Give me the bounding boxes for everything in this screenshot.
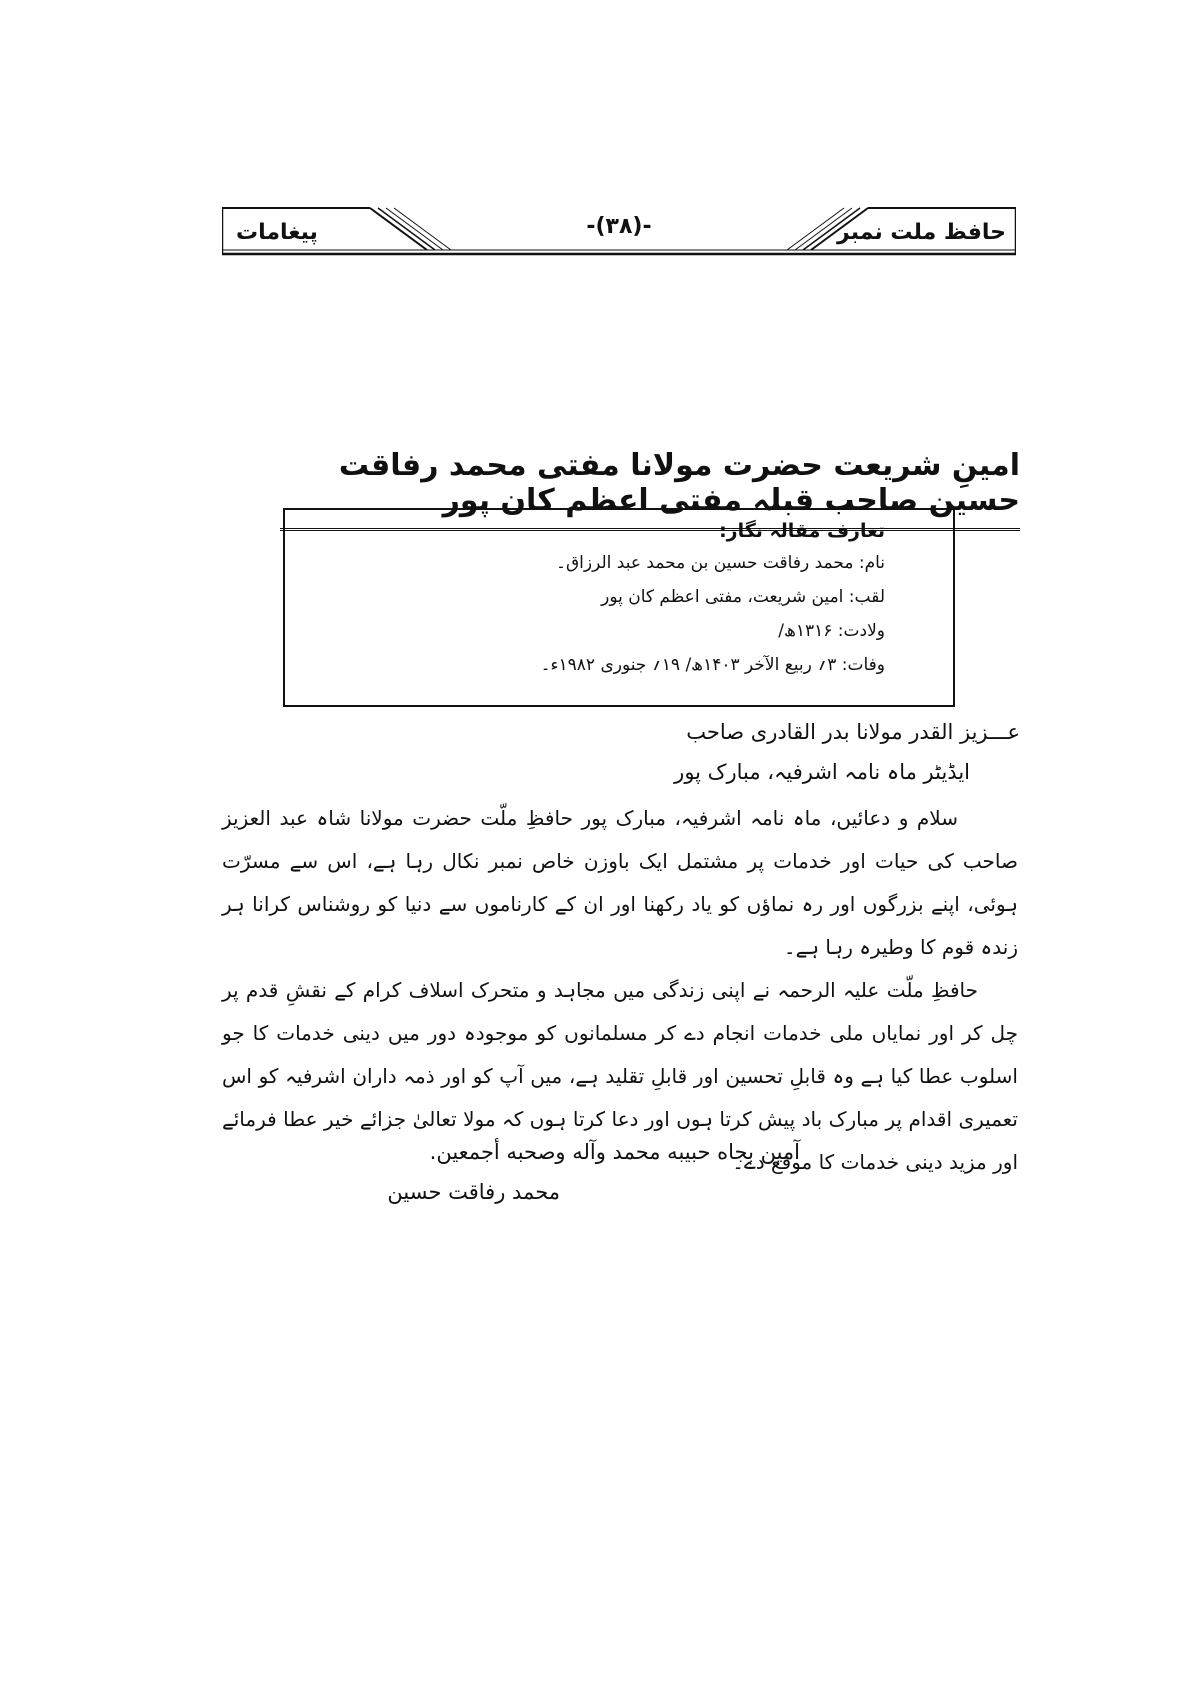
article-title: امینِ شریعت حضرت مولانا مفتی محمد رفاقت حسین صاحب قبلہ مفتی اعظم کان پور — [280, 448, 1020, 531]
bio-heading: تعارف مقالہ نگار: — [719, 520, 885, 542]
bio-name: نام: محمد رفاقت حسین بن محمد عبد الرزاق۔ — [556, 553, 885, 573]
author-bio-box — [283, 508, 955, 707]
closing-prayer: آمین بجاه حبيبه محمد وآله وصحبه أجمعين. — [429, 1140, 800, 1164]
addressee-designation: ایڈیٹر ماہ نامہ اشرفیہ، مبارک پور — [674, 760, 970, 784]
bio-death: وفات: ۳؍ ربیع الآخر ۱۴۰۳ھ/ ۱۹؍ جنوری ۱۹۸۲ء۔ — [540, 655, 885, 675]
bio-title: لقب: امین شریعت، مفتی اعظم کان پور — [601, 587, 885, 607]
addressee-name: عـــزیز القدر مولانا بدر القادری صاحب — [686, 720, 1020, 744]
paragraph: حافظِ ملّت علیہ الرحمہ نے اپنی زندگی میں مجاہد و متحرک اسلاف کرام کے نقشِ قدم پر چل کر اور نمایاں ملی خدمات انجام دے کر مسلمانوں کو موجودہ دور میں دینی خدمات کا جو اسلوب عطا کیا ہے وہ قابلِ تحسین اور قابلِ تقلید ہے، میں آپ کو اور ذمہ داران اشرفیہ کو اس تعمیری اقدام پر مبارک باد پیش کرتا ہوں اور دعا کرتا ہوں کہ مولا تعالیٰ جزائے خیر عطا فرمائے اور مزید دینی خدمات کا موقع دے۔ — [222, 978, 1018, 1174]
header-section-label: پیغامات — [236, 220, 318, 245]
signature: محمد رفاقت حسین — [387, 1180, 560, 1204]
header-issue-title: حافظ ملت نمبر — [837, 220, 1006, 245]
letter-body — [222, 797, 1018, 1184]
paragraph: سلام و دعائیں، ماہ نامہ اشرفیہ، مبارک پور حافظِ ملّت حضرت مولانا شاہ عبد العزیز صاحب کی حیات اور خدمات پر مشتمل ایک باوزن خاص نمبر نکال رہا ہے، اس سے مسرّت ہوئی، اپنے بزرگوں اور رہ نماؤں کو یاد رکھنا اور ان کے کارناموں سے دنیا کو روشناس کرانا ہر زندہ قوم کا وطیرہ رہا ہے۔ — [222, 806, 1018, 959]
page-header — [222, 206, 1016, 256]
bio-birth: ولادت: ۱۳۱۶ھ/ — [778, 621, 885, 641]
page-number: -(۳۸)- — [586, 214, 652, 239]
